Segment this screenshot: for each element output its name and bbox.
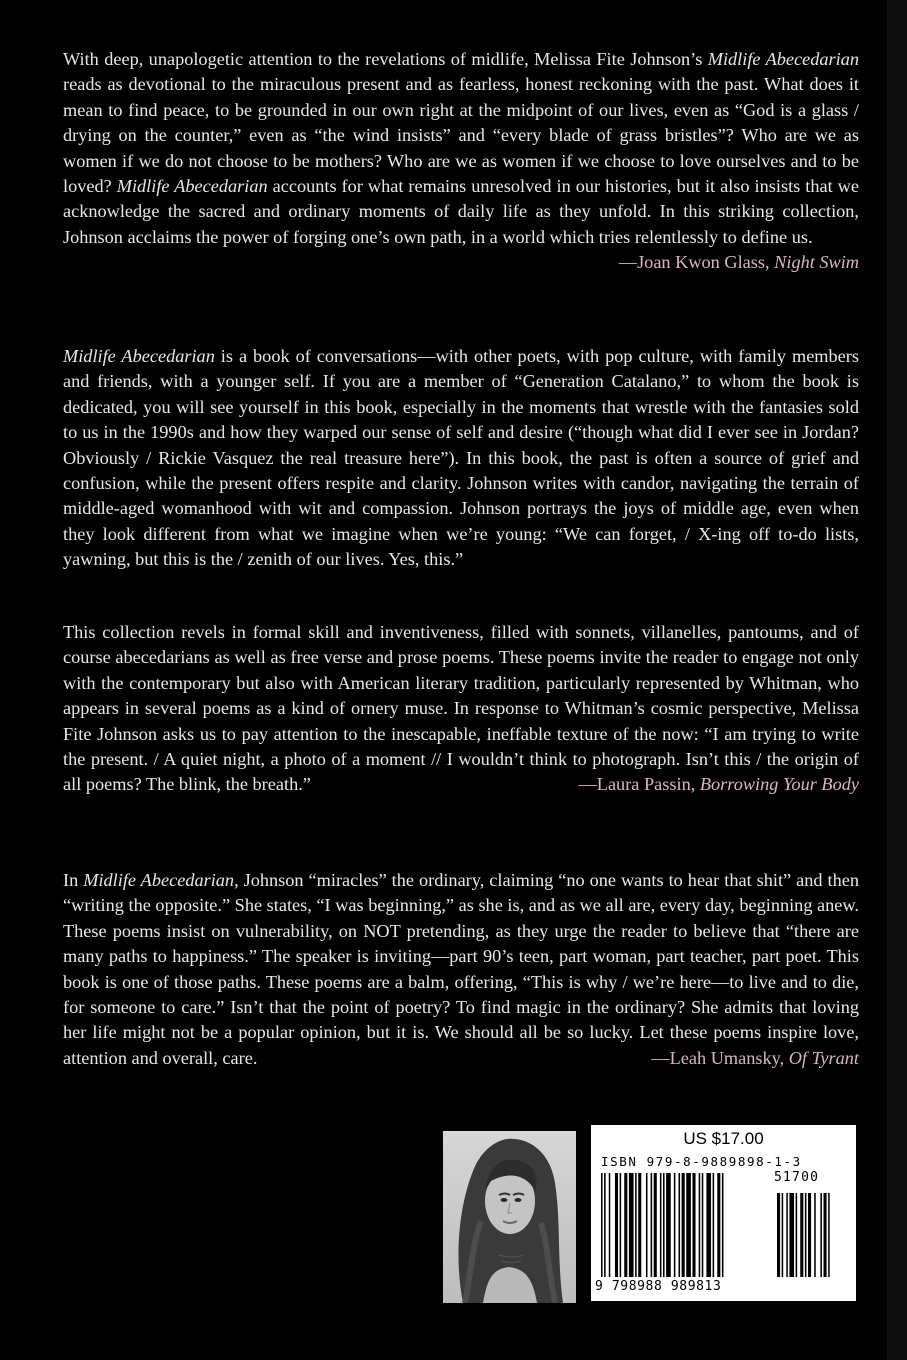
- cover-edge: [887, 0, 907, 1360]
- barcode-bar: [713, 1173, 715, 1277]
- author-portrait-image: [443, 1131, 576, 1303]
- barcode-bar: [660, 1173, 662, 1277]
- book-title: Midlife Abecedarian: [116, 176, 268, 197]
- barcode-bar: [722, 1173, 724, 1277]
- attribution-name: —Leah Umansky,: [651, 1047, 789, 1068]
- addon-bar: [805, 1193, 807, 1277]
- blurb-attribution: [579, 772, 860, 797]
- addon-bar: [814, 1193, 816, 1277]
- barcode-bar: [682, 1173, 685, 1277]
- barcode-bar: [629, 1173, 634, 1277]
- blurb-text: reads as devotional to the miraculous present and as fearless, honest reckoning with the past. What does it mean to find peace, to be grounded in our own right at the midpoint of our lives, even as “God is a glass / drying on the counter,” even as “the wind insists” and “every blade of grass bristles”? Who are we as women if we do not choose to be mothers? Who are we as women if we choose to love ourselves and to be loved?: [63, 74, 859, 197]
- blurb-text: , Johnson “miracles” the ordinary, claiming “no one wants to hear that shit” and then “writing the opposite.” She states, “I was beginning,” as she is, and as we all are, every day, beginning anew. These poems insist on vulnerability, on NOT pretending, as they urge the reader to believe that “there are many paths to happiness.” The speaker is inviting—part 90’s teen, part woman, part teacher, part poet. This book is one of those paths. These poems are a balm, offering, “This is why / we’re here—to live and to die, for someone to care.” Isn’t that the point of poetry? To find magic in the ordinary? She admits that loving her life might not be a popular opinion, but it is. We should all be so lucky. Let these poems inspire love, attention and overall, care.: [63, 870, 859, 1068]
- barcode-bar: [620, 1173, 622, 1277]
- addon-bar: [820, 1193, 822, 1277]
- barcode-bar: [717, 1173, 720, 1277]
- addon-bar: [828, 1193, 830, 1277]
- barcode-bar: [699, 1173, 701, 1277]
- portrait-drawing: [443, 1131, 576, 1303]
- blurb-attribution: [619, 250, 859, 275]
- addon-bar: [796, 1193, 798, 1277]
- blurb-conversations: [63, 344, 859, 573]
- barcode-bar: [609, 1173, 611, 1277]
- barcode-bar: [692, 1173, 695, 1277]
- addon-bar: [800, 1193, 803, 1277]
- ean-digits: 9 798988 989813: [595, 1279, 722, 1294]
- blurb-text: accounts for what remains unresolved in our histories, but it also insists that we acknowledge the sacred and ordinary moments of daily life as they unfold. In this striking collection, Johnson acclaims the power of forging one’s own path, in a world which tries relentlessly to define us.: [63, 176, 859, 247]
- blurb-text: With deep, unapologetic attention to the revelations of midlife, Melissa Fite Johnson’s: [63, 49, 708, 69]
- barcode-bar: [679, 1173, 681, 1277]
- blurb-umansky: [63, 868, 859, 1071]
- barcode-bar: [601, 1173, 603, 1277]
- barcode-bar: [706, 1173, 711, 1277]
- attribution-name: —Laura Passin,: [578, 774, 700, 795]
- barcode-bar: [615, 1173, 618, 1277]
- blurb-text: This collection revels in formal skill and inventiveness, filled with sonnets, villanelles, pantoums, and of course abecedarians as well as free verse and prose poems. These poems invite the reader to engage not only with the contemporary but also with American literary tradition, particularly represented by Whitman, who appears in several poems as a kind of ornery muse. In response to Whitman’s cosmic perspective, Melissa Fite Johnson asks us to pay attention to the inescapable, ineffable texture of the now: “I am trying to write the present. / A quiet night, a photo of a moment // I wouldn’t think to photograph. Isn’t this / the origin of all poems? The blink, the breath.”: [63, 622, 859, 795]
- addon-bar: [824, 1193, 827, 1277]
- barcode-bar: [624, 1173, 627, 1277]
- barcode-bar: [635, 1173, 637, 1277]
- blurb-glass: [63, 47, 859, 276]
- attribution-name: —Joan Kwon Glass,: [618, 252, 775, 273]
- book-title: Midlife Abecedarian: [63, 346, 215, 366]
- barcode-bar: [702, 1173, 704, 1277]
- blurb-passin: [63, 620, 859, 798]
- barcode-bar: [651, 1173, 653, 1277]
- barcode-bar: [654, 1173, 657, 1277]
- addon-digits: 51700: [774, 1170, 820, 1185]
- attribution-work: Night Swim: [774, 252, 859, 273]
- barcode-bar: [663, 1173, 665, 1277]
- addon-bar: [789, 1193, 794, 1277]
- attribution-work: Borrowing Your Body: [699, 774, 859, 795]
- blurb-text: is a book of conversations—with other poets, with pop culture, with family members and friends, with a younger self. If you are a member of “Generation Catalano,” to whom the book is dedicated, you will see yourself in this book, especially in the moments that wrestle with the fantasies sold to us in the 1990s and how they warped our sense of self and desire (“though what did I ever see in Jordan? Obviously / Rickie Vasquez the real treasure here”). In this book, the past is often a source of grief and confusion, while the present offers respite and clarity. Johnson writes with candor, navigating the terrain of middle-aged womanhood with wit and compassion. Johnson portrays the joys of middle age, even when they look different from what we imagine when we’re young: “We can forget, / X-ing off to-do lists, yawning, but this is the / zenith of our lives. Yes, this.”: [63, 346, 859, 570]
- barcode-bar: [666, 1173, 671, 1277]
- barcode-bar: [674, 1173, 676, 1277]
- isbn-barcode: [591, 1125, 856, 1301]
- barcode-bar: [646, 1173, 648, 1277]
- blurb-text: In: [63, 870, 84, 890]
- attribution-work: Of Tyrant: [788, 1047, 859, 1068]
- barcode-bar: [686, 1173, 691, 1277]
- blurb-attribution: [651, 1046, 859, 1071]
- isbn-label: ISBN 979-8-9889898-1-3: [601, 1154, 802, 1169]
- book-title: Midlife Abecedarian: [83, 870, 235, 890]
- barcode-bar: [638, 1173, 641, 1277]
- barcode-bars: [601, 1173, 851, 1279]
- addon-bar: [782, 1193, 784, 1277]
- book-title: Midlife Abecedarian: [707, 49, 859, 69]
- barcode-bar: [604, 1173, 606, 1277]
- addon-bar: [786, 1193, 788, 1277]
- addon-bar: [777, 1193, 780, 1277]
- addon-bar: [808, 1193, 811, 1277]
- price-label: US $17.00: [683, 1129, 764, 1148]
